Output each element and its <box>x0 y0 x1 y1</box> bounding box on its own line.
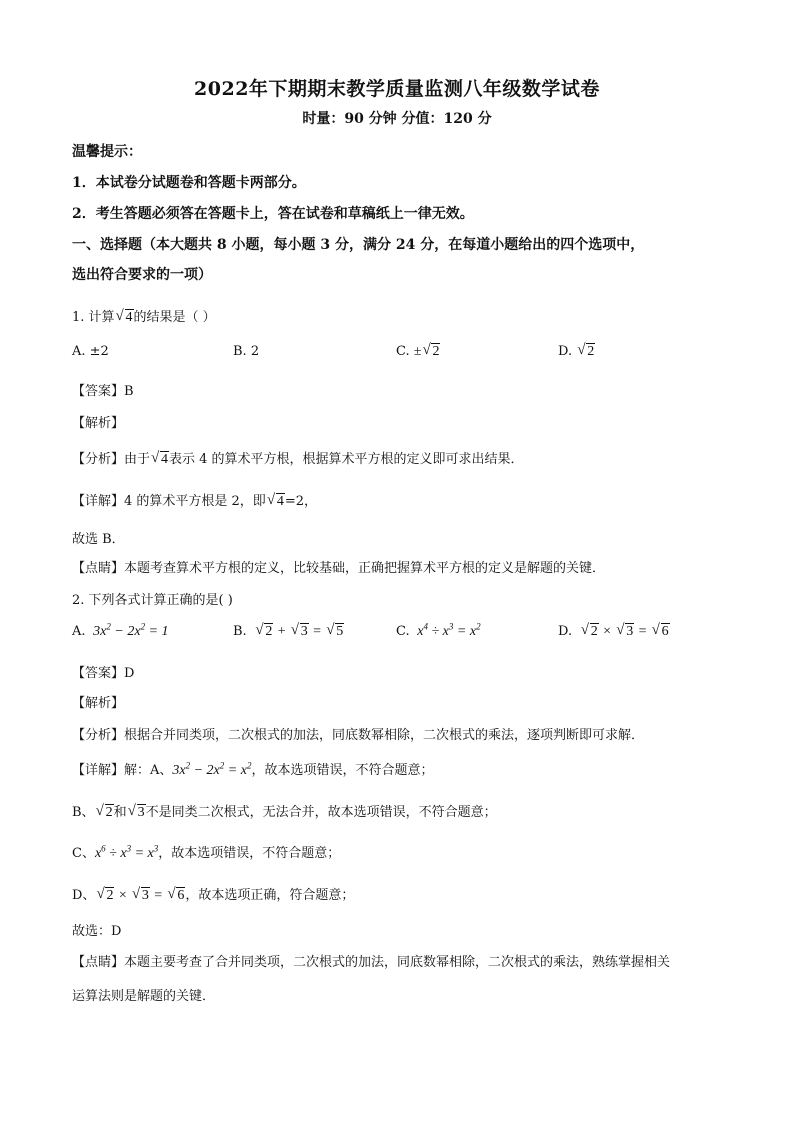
q2-detail-c-pre: C、 <box>72 846 95 861</box>
tip-item-2: 2．考生答题必须答在答题卡上，答在试卷和草稿纸上一律无效。 <box>72 206 474 222</box>
question-2-stem: 2. 下列各式计算正确的是( ) <box>72 593 233 608</box>
q2-option-d-formula: √ 2 × √ 3 = √ 6 <box>576 624 669 639</box>
q1-option-d-radicand: 2 <box>587 344 595 359</box>
q1-dianjing: 【点睛】本题考查算术平方根的定义，比较基础，正确把握算术平方根的定义是解题的关键． <box>72 561 606 576</box>
q2-detail-d-formula: √ 2 × √ 3 = √ 6 <box>95 888 185 903</box>
q2-option-d-label: D. <box>558 624 573 639</box>
q2-dianjing-line-2: 运算法则是解题的关键． <box>72 989 216 1004</box>
q2-detail-b-pre: B、 <box>72 805 95 820</box>
q2-option-d <box>558 624 670 640</box>
exam-info: 时量：90 分钟 分值：120 分 <box>302 111 492 127</box>
q2-option-b-label: B. <box>233 624 247 639</box>
q1-detail-pre: 【详解】4 的算术平方根是 2，即 <box>72 494 266 509</box>
q2-detail-b-post: 不是同类二次根式，无法合并，故本选项错误，不符合题意； <box>145 805 497 820</box>
q2-option-c <box>396 621 481 640</box>
q2-detail-a-pre: 【详解】解：A、 <box>72 763 173 778</box>
q1-sqrt <box>116 310 134 326</box>
q2-fenxi: 【分析】根据合并同类项，二次根式的加法，同底数幂相除，二次根式的乘法，逐项判断即可求解． <box>72 728 645 743</box>
q1-option-d-sqrt <box>577 344 595 360</box>
q2-detail-a <box>72 759 433 779</box>
section-heading-line-2: 选出符合要求的一项） <box>72 267 212 283</box>
q2-answer: 【答案】D <box>72 666 135 681</box>
q2-detail-b-sqrt3: √ 3 <box>128 805 146 821</box>
q1-fenxi-post: 表示 4 的算术平方根，根据算术平方根的定义即可求出结果． <box>169 452 524 467</box>
q2-detail-d-pre: D、 <box>72 888 96 903</box>
q2-choice: 故选：D <box>72 924 122 939</box>
q2-detail-c-formula: $x^6 \div x^3 = x^3$ <box>94 843 159 861</box>
q2-option-c-label: C. <box>396 624 410 639</box>
q2-option-a-formula: $3x^2 - 2x^2 = 1$ <box>89 621 169 639</box>
q2-detail-d <box>72 884 354 904</box>
q1-detail-post: =2， <box>284 494 317 509</box>
page-title: 2022年下期期末教学质量监测八年级数学试卷 <box>194 78 600 100</box>
q2-detail-b <box>72 801 497 821</box>
q2-detail-d-post: ，故本选项正确，符合题意； <box>185 888 355 903</box>
q1-stem-pre: 1. 计算 <box>72 310 115 325</box>
q2-analysis: 【解析】 <box>72 696 125 711</box>
q1-answer: 【答案】B <box>72 384 134 399</box>
q2-option-b <box>233 624 344 640</box>
q1-detail-sqrt <box>267 494 285 510</box>
q2-option-c-formula: $x^4 \div x^3 = x^2$ <box>413 621 481 639</box>
q1-option-b: B. 2 <box>233 344 260 359</box>
q1-stem-post: 的结果是（ ） <box>133 310 216 325</box>
q1-option-c <box>396 344 440 360</box>
q1-detail <box>72 490 317 510</box>
q1-fenxi <box>72 448 524 468</box>
q2-detail-b-sqrt2: √ 2 <box>96 805 114 821</box>
q1-option-a: A. ±2 <box>72 344 109 359</box>
q1-option-d <box>558 344 595 360</box>
question-1-stem <box>72 306 216 326</box>
q2-detail-a-post: ，故本选项错误，不符合题意； <box>251 763 434 778</box>
tip-item-1: 1．本试卷分试题卷和答题卡两部分。 <box>72 175 306 191</box>
q1-radicand: 4 <box>125 310 133 325</box>
q1-option-c-prefix: ± <box>413 344 422 359</box>
q2-detail-a-formula: $3x^2 - 2x^2 = x^2$ <box>172 760 252 778</box>
q1-option-c-sqrt <box>422 344 440 360</box>
section-heading-line-1: 一、选择题（本大题共 8 小题，每小题 3 分，满分 24 分，在每道小题给出的四个选项中， <box>72 237 645 253</box>
q1-fenxi-pre: 【分析】由于 <box>72 452 151 467</box>
q2-option-b-formula: √ 2 + √ 3 = √ 5 <box>251 624 344 639</box>
q1-option-c-label: C. <box>396 344 410 359</box>
q2-detail-c-post: ，故本选项错误，不符合题意； <box>158 846 341 861</box>
q2-option-a-label: A. <box>72 624 86 639</box>
q2-dianjing-line-1: 【点睛】本题主要考查了合并同类项，二次根式的加法，同底数幂相除，二次根式的乘法，熟练掌握相关 <box>72 955 671 970</box>
q1-option-d-label: D. <box>558 344 573 359</box>
q2-option-a <box>72 621 169 640</box>
q1-detail-radicand: 4 <box>276 494 284 509</box>
q1-fenxi-sqrt <box>151 452 169 468</box>
q1-fenxi-radicand: 4 <box>161 452 169 467</box>
tips-label: 温馨提示： <box>72 144 142 160</box>
q1-analysis: 【解析】 <box>72 416 125 431</box>
q2-detail-c <box>72 842 340 862</box>
q1-option-c-radicand: 2 <box>432 344 440 359</box>
q1-choice: 故选 B． <box>72 532 125 547</box>
q2-detail-b-mid: 和 <box>113 805 127 820</box>
